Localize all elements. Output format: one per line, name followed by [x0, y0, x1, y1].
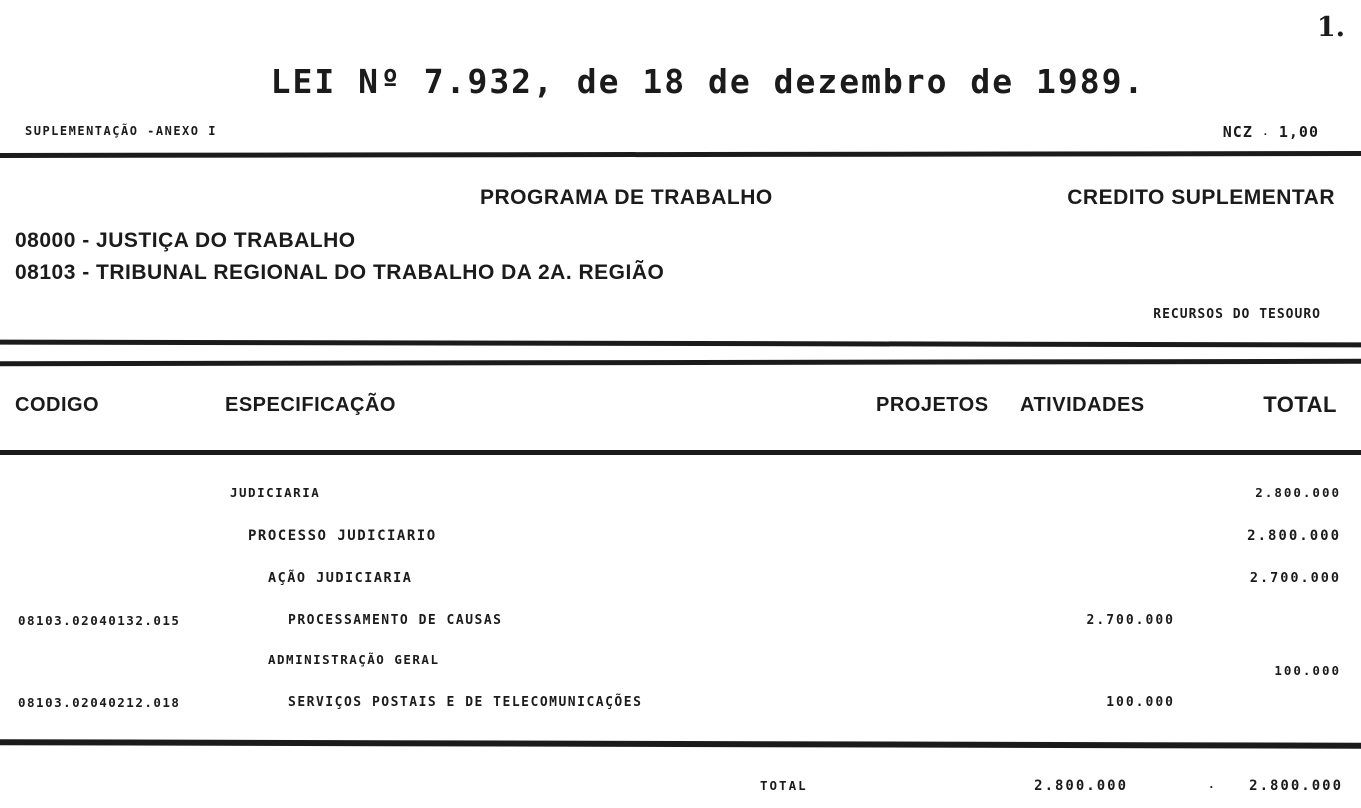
page-number: 1. [1316, 12, 1345, 43]
currency-separator: . [1262, 127, 1270, 138]
top-rule [0, 151, 1361, 158]
row-atividades-value: 2.700.000 [1086, 613, 1175, 628]
row-especificacao: SERVIÇOS POSTAIS E DE TELECOMUNICAÇÕES [288, 695, 643, 710]
table-row [0, 695, 1361, 717]
double-rule-bottom [0, 359, 1361, 366]
program-header: PROGRAMA DE TRABALHO [480, 186, 773, 209]
row-total-value: 2.700.000 [1249, 570, 1341, 586]
column-header-total: TOTAL [1263, 392, 1337, 417]
table-row [0, 613, 1361, 635]
row-especificacao: PROCESSO JUDICIARIO [248, 528, 437, 544]
column-header-projetos: PROJETOS [876, 394, 989, 416]
table-row [0, 528, 1361, 550]
annex-label: SUPLEMENTAÇÃO -ANEXO I [25, 124, 217, 138]
row-code: 08103.02040212.018 [18, 695, 181, 710]
double-rule-top [0, 340, 1361, 348]
row-code: 08103.02040132.015 [18, 613, 181, 628]
footer-atividades-value: 2.800.000 [1034, 778, 1128, 794]
currency-code: NCZ [1222, 123, 1253, 141]
row-total-value: 2.800.000 [1255, 485, 1341, 500]
row-especificacao: ADMINISTRAÇÃO GERAL [268, 652, 440, 667]
row-atividades-value: 100.000 [1106, 695, 1175, 710]
org-unit-line: 08000 - JUSTIÇA DO TRABALHO [15, 229, 356, 252]
bottom-rule [0, 739, 1361, 749]
header-rule [0, 450, 1361, 455]
footer-total-value: 2.800.000 [1249, 778, 1343, 794]
row-especificacao: JUDICIARIA [230, 485, 321, 500]
footer-separator: . [1208, 778, 1215, 791]
currency-label [1223, 123, 1319, 141]
column-header-codigo: CODIGO [15, 394, 100, 416]
credit-header: CREDITO SUPLEMENTAR [1067, 186, 1335, 209]
resources-label: RECURSOS DO TESOURO [1153, 307, 1321, 322]
currency-value: 1,00 [1278, 123, 1319, 141]
row-total-value: 100.000 [1274, 663, 1341, 678]
table-row [0, 485, 1361, 507]
document-title: LEI Nº 7.932, de 18 de dezembro de 1989. [270, 62, 1146, 101]
row-total-value: 2.800.000 [1247, 528, 1341, 544]
column-header-atividades: ATIVIDADES [1020, 394, 1145, 416]
column-header-especificacao: ESPECIFICAÇÃO [225, 394, 396, 416]
row-especificacao: AÇÃO JUDICIARIA [268, 570, 413, 586]
table-row [0, 652, 1361, 678]
table-row [0, 570, 1361, 592]
org-unit-line: 08103 - TRIBUNAL REGIONAL DO TRABALHO DA 2A. REGIÃO [15, 261, 665, 284]
footer-total-label: TOTAL [760, 778, 808, 793]
row-especificacao: PROCESSAMENTO DE CAUSAS [288, 613, 503, 628]
